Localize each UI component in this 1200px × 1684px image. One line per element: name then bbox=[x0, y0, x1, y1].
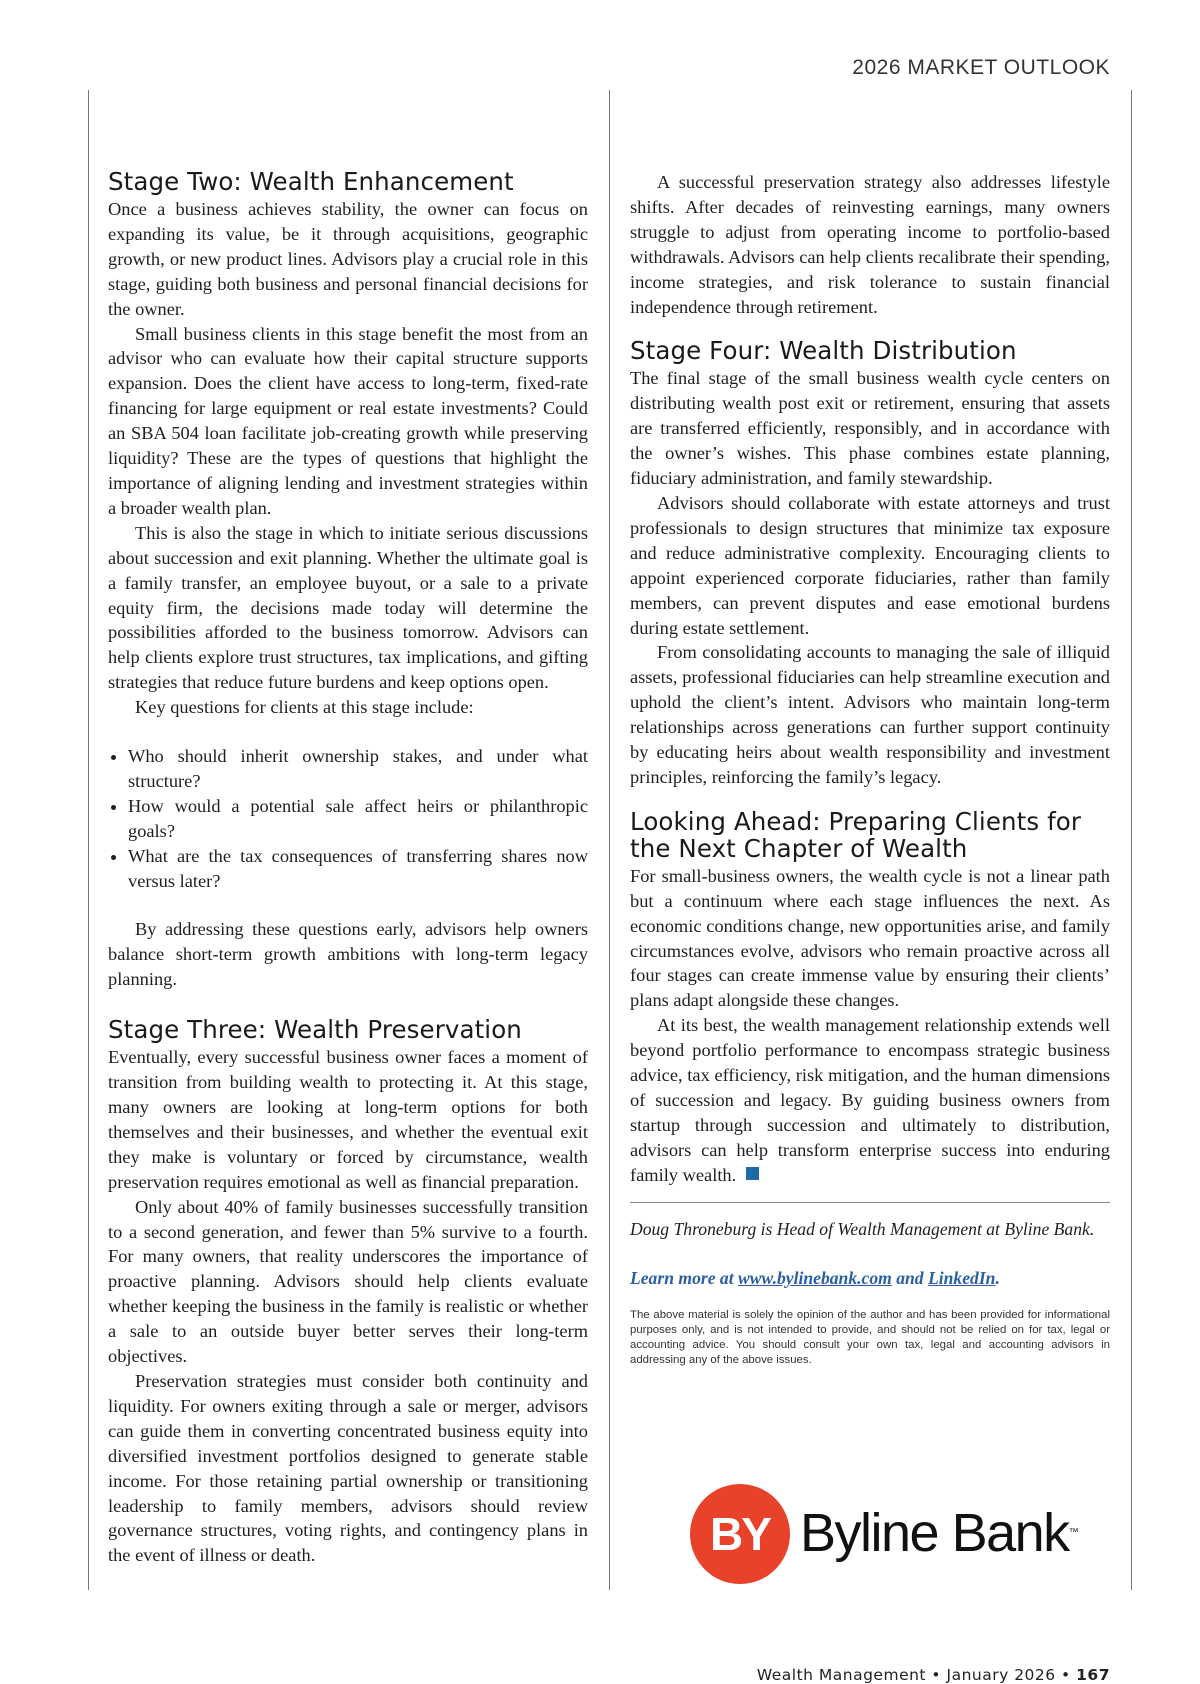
key-questions-list bbox=[108, 744, 588, 893]
lifestyle-paragraph: A successful preservation strategy also addresses lifestyle shifts. After decades of reinvesting earnings, many owners struggle to adjust from operating income to portfolio-based withdrawals. Advisors can help clients recalibrate their spending, income strategies, and risk tolerance to sustain financial independence through retirement. bbox=[630, 172, 1110, 317]
logo-wordmark bbox=[800, 1502, 1079, 1564]
end-of-article-mark bbox=[746, 1167, 759, 1180]
author-bio: Doug Throneburg is Head of Wealth Management at Byline Bank. bbox=[630, 1218, 1095, 1239]
disclaimer: The above material is solely the opinion of the author and has been provided for informational purposes only, and is not intended to provide, and should not be relied on for tax, legal or accounting advice. You should consult your own tax, legal and accounting advisors in addressing any of the above issues. bbox=[630, 1309, 1110, 1367]
key-questions-intro: Key questions for clients at this stage include: bbox=[135, 697, 474, 718]
learn-more-suffix: . bbox=[995, 1267, 1000, 1288]
left-column bbox=[108, 168, 588, 1568]
logo-mark: BY bbox=[690, 1484, 790, 1584]
author-divider bbox=[630, 1202, 1110, 1203]
stage-two-paragraph: By addressing these questions early, advisors help owners balance short-term growth ambitions with long-term legacy planning. bbox=[108, 919, 588, 990]
byline-bank-logo bbox=[690, 1484, 1090, 1584]
stage-two-paragraph: This is also the stage in which to initiate serious discussions about succession and exit planning. Whether the ultimate goal is a family transfer, an employee buyout, or a sale to a private equity firm, the decisions made today will determine the possibilities afforded to the business tomorrow. Advisors can help clients explore trust structures, tax implications, and gifting strategies that reduce future burdens and keep options open. bbox=[108, 522, 588, 693]
column-divider-rule bbox=[609, 90, 610, 1590]
right-column bbox=[630, 170, 1110, 1368]
looking-ahead-paragraph: For small-business owners, the wealth cycle is not a linear path but a continuum where each stage influences the next. As economic conditions change, new opportunities arise, and family circumstances evolve, advisors who remain proactive across all four stages can create immense value by ensuring their clients’ plans adapt alongside these changes. bbox=[630, 865, 1110, 1011]
stage-three-paragraph: Only about 40% of family businesses successfully transition to a second generation, and fewer than 5% survive to a fourth. For many owners, that reality underscores the importance of proactive planning. Advisors should help clients evaluate whether keeping the business in the family is realistic or whether a sale to an outside buyer better serves their long-term objectives. bbox=[108, 1196, 588, 1367]
learn-more-mid: and bbox=[891, 1267, 928, 1288]
page-number: 167 bbox=[1076, 1666, 1110, 1684]
stage-four-paragraph: From consolidating accounts to managing the sale of illiquid assets, professional fiduciaries can help streamline execution and uphold the client’s intent. Advisors who maintain long-term relationships across generations can further support continuity by educating heirs about wealth responsibility and investment principles, reinforcing the family’s legacy. bbox=[630, 642, 1110, 787]
list-item: • What are the tax consequences of transferring shares now versus later? bbox=[128, 844, 588, 894]
stage-three-paragraph: Eventually, every successful business owner faces a moment of transition from building wealth to protecting it. At this stage, many owners are looking at long-term options for both themselves and their businesses, and whether the eventual exit they make is voluntary or forced by circumstance, wealth preservation requires emotional as well as financial preparation. bbox=[108, 1047, 588, 1192]
list-item: • How would a potential sale affect heirs or philanthropic goals? bbox=[128, 794, 588, 844]
stage-two-heading: Stage Two: Wealth Enhancement bbox=[108, 167, 514, 196]
learn-more-line bbox=[630, 1266, 1110, 1291]
trademark-symbol: ™ bbox=[1068, 1527, 1079, 1538]
stage-two-paragraph: Once a business achieves stability, the owner can focus on expanding its value, be it through acquisitions, geographic growth, or new product lines. Advisors play a crucial role in this stage, guiding both business and personal financial decisions for the owner. bbox=[108, 199, 588, 319]
right-margin-rule bbox=[1131, 90, 1132, 1590]
logo-name: Byline Bank bbox=[800, 1503, 1069, 1563]
page-footer bbox=[757, 1666, 1110, 1684]
stage-four-paragraph: Advisors should collaborate with estate attorneys and trust professionals to design structures that minimize tax exposure and reduce administrative complexity. Encouraging clients to appoint experienced corporate fiduciaries, rather than family members, can prevent disputes and ease emotional burdens during estate settlement. bbox=[630, 492, 1110, 638]
stage-four-heading: Stage Four: Wealth Distribution bbox=[630, 336, 1017, 366]
footer-text: Wealth Management • January 2026 • bbox=[756, 1666, 1077, 1684]
left-margin-rule bbox=[88, 90, 89, 1590]
linkedin-link[interactable]: LinkedIn bbox=[928, 1267, 996, 1288]
stage-two-paragraph: Small business clients in this stage benefit the most from an advisor who can evaluate how their capital structure supports expansion. Does the client have access to long-term, fixed-rate financing for large equipment or real estate investments? Could an SBA 504 loan facilitate job-creating growth while preserving liquidity? These are the types of questions that highlight the importance of aligning lending and investment strategies within a broader wealth plan. bbox=[108, 323, 588, 518]
closing-text: At its best, the wealth management relationship extends well beyond portfolio performance to encompass strategic business advice, tax efficiency, risk mitigation, and the human dimensions of succession and legacy. By guiding business owners from startup through succession and ultimately to distribution, advisors can help transform enterprise success into enduring family wealth. bbox=[630, 1015, 1110, 1185]
stage-three-paragraph: Preservation strategies must consider both continuity and liquidity. For owners exiting through a sale or merger, advisors can guide them in converting concentrated business equity into diversified investment portfolios designed to generate stable income. For those retaining partial ownership or transitioning leadership to family members, advisors should review governance structures, voting rights, and contingency plans in the event of illness or death. bbox=[108, 1370, 588, 1566]
running-header: 2026 MARKET OUTLOOK bbox=[852, 56, 1110, 79]
list-item: • Who should inherit ownership stakes, and under what structure? bbox=[128, 744, 588, 794]
learn-more-prefix: Learn more at bbox=[630, 1267, 739, 1288]
website-link[interactable]: www.bylinebank.com bbox=[738, 1267, 892, 1288]
stage-four-paragraph: The final stage of the small business wealth cycle centers on distributing wealth post exit or retirement, ensuring that assets are transferred efficiently, responsibly, and in accordance with the owner’s wishes. This phase combines estate planning, fiduciary administration, and family stewardship. bbox=[630, 368, 1110, 489]
looking-ahead-heading: Looking Ahead: Preparing Clients for the Next Chapter of Wealth bbox=[630, 806, 1082, 863]
stage-three-heading: Stage Three: Wealth Preservation bbox=[108, 1015, 522, 1045]
looking-ahead-paragraph bbox=[630, 1013, 1110, 1187]
